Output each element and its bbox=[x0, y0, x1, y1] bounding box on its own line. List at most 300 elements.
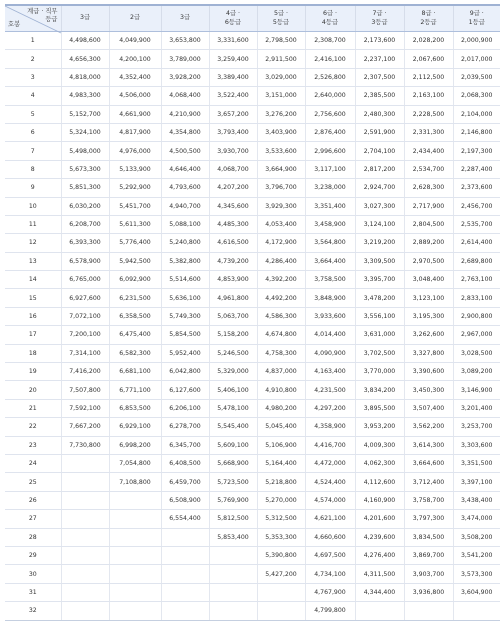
salary-cell: 4,739,200 bbox=[209, 252, 257, 270]
salary-cell: 6,092,900 bbox=[109, 271, 161, 289]
salary-cell bbox=[61, 473, 109, 491]
salary-cell: 6,853,500 bbox=[109, 399, 161, 417]
table-row bbox=[5, 528, 500, 546]
salary-cell: 2,308,700 bbox=[305, 32, 355, 50]
salary-cell: 3,903,700 bbox=[404, 565, 453, 583]
step-number-cell: 11 bbox=[5, 215, 61, 233]
step-number-cell: 18 bbox=[5, 344, 61, 362]
salary-cell: 3,614,300 bbox=[404, 436, 453, 454]
salary-cell: 4,758,300 bbox=[257, 344, 305, 362]
salary-cell: 3,309,500 bbox=[355, 252, 404, 270]
salary-cell: 3,929,300 bbox=[257, 197, 305, 215]
salary-cell: 4,976,000 bbox=[109, 142, 161, 160]
salary-cell bbox=[109, 602, 161, 620]
salary-cell: 4,311,500 bbox=[355, 565, 404, 583]
step-number-cell: 23 bbox=[5, 436, 61, 454]
salary-cell bbox=[61, 454, 109, 472]
table-row bbox=[5, 68, 500, 86]
salary-cell: 3,124,100 bbox=[355, 215, 404, 233]
salary-cell: 5,812,500 bbox=[209, 510, 257, 528]
salary-cell bbox=[61, 528, 109, 546]
table-row bbox=[5, 271, 500, 289]
salary-cell: 3,474,000 bbox=[453, 510, 500, 528]
salary-cell bbox=[209, 583, 257, 601]
salary-cell: 2,817,200 bbox=[355, 160, 404, 178]
salary-table bbox=[5, 4, 500, 621]
step-number-cell: 31 bbox=[5, 583, 61, 601]
salary-cell: 5,427,200 bbox=[257, 565, 305, 583]
salary-cell: 3,478,200 bbox=[355, 289, 404, 307]
salary-cell: 3,522,400 bbox=[209, 87, 257, 105]
salary-cell bbox=[453, 602, 500, 620]
table-row bbox=[5, 454, 500, 472]
salary-cell: 3,438,400 bbox=[453, 491, 500, 509]
salary-cell: 3,123,100 bbox=[404, 289, 453, 307]
table-row bbox=[5, 197, 500, 215]
table-row bbox=[5, 215, 500, 233]
salary-cell: 3,195,300 bbox=[404, 307, 453, 325]
salary-cell: 3,834,200 bbox=[355, 381, 404, 399]
step-number-cell: 21 bbox=[5, 399, 61, 417]
salary-cell: 4,799,800 bbox=[305, 602, 355, 620]
salary-cell: 3,562,200 bbox=[404, 418, 453, 436]
salary-cell: 6,771,100 bbox=[109, 381, 161, 399]
salary-cell: 2,373,600 bbox=[453, 179, 500, 197]
salary-cell: 3,796,700 bbox=[257, 179, 305, 197]
salary-cell: 6,929,100 bbox=[109, 418, 161, 436]
table-row bbox=[5, 252, 500, 270]
salary-cell: 4,767,900 bbox=[305, 583, 355, 601]
salary-cell: 4,492,200 bbox=[257, 289, 305, 307]
salary-cell: 4,498,600 bbox=[61, 32, 109, 50]
salary-cell: 2,996,600 bbox=[305, 142, 355, 160]
salary-cell: 3,395,700 bbox=[355, 271, 404, 289]
salary-cell: 3,389,400 bbox=[209, 68, 257, 86]
salary-cell: 3,508,200 bbox=[453, 528, 500, 546]
salary-cell: 6,475,400 bbox=[109, 326, 161, 344]
salary-cell: 4,416,700 bbox=[305, 436, 355, 454]
salary-cell: 3,151,000 bbox=[257, 87, 305, 105]
salary-cell: 3,564,800 bbox=[305, 234, 355, 252]
salary-cell: 2,104,000 bbox=[453, 105, 500, 123]
salary-cell: 5,106,900 bbox=[257, 436, 305, 454]
salary-cell bbox=[109, 491, 161, 509]
salary-cell: 5,545,400 bbox=[209, 418, 257, 436]
salary-cell: 5,451,700 bbox=[109, 197, 161, 215]
salary-cell: 2,804,500 bbox=[404, 215, 453, 233]
salary-cell bbox=[109, 528, 161, 546]
salary-cell bbox=[109, 583, 161, 601]
salary-cell: 6,208,700 bbox=[61, 215, 109, 233]
salary-cell: 6,765,000 bbox=[61, 271, 109, 289]
table-row bbox=[5, 546, 500, 564]
salary-cell: 3,664,400 bbox=[305, 252, 355, 270]
salary-cell: 6,927,600 bbox=[61, 289, 109, 307]
salary-cell: 4,910,800 bbox=[257, 381, 305, 399]
grade-header: 6급 · 4등급 bbox=[305, 5, 355, 32]
salary-cell: 4,621,100 bbox=[305, 510, 355, 528]
salary-cell: 4,734,100 bbox=[305, 565, 355, 583]
table-row bbox=[5, 381, 500, 399]
salary-cell: 4,817,900 bbox=[109, 123, 161, 141]
salary-cell: 7,730,800 bbox=[61, 436, 109, 454]
salary-cell: 5,952,400 bbox=[161, 344, 209, 362]
salary-cell: 2,970,500 bbox=[404, 252, 453, 270]
salary-cell: 5,611,300 bbox=[109, 215, 161, 233]
salary-cell: 2,900,800 bbox=[453, 307, 500, 325]
salary-cell: 3,259,400 bbox=[209, 50, 257, 68]
salary-cell: 3,933,600 bbox=[305, 307, 355, 325]
salary-cell: 4,239,600 bbox=[355, 528, 404, 546]
salary-cell: 3,758,500 bbox=[305, 271, 355, 289]
table-row bbox=[5, 363, 500, 381]
salary-cell: 5,270,000 bbox=[257, 491, 305, 509]
table-row bbox=[5, 123, 500, 141]
salary-cell: 5,152,700 bbox=[61, 105, 109, 123]
salary-cell: 3,834,500 bbox=[404, 528, 453, 546]
salary-cell: 5,498,000 bbox=[61, 142, 109, 160]
salary-cell: 4,524,400 bbox=[305, 473, 355, 491]
salary-cell: 3,390,600 bbox=[404, 363, 453, 381]
salary-cell: 3,351,500 bbox=[453, 454, 500, 472]
table-row bbox=[5, 473, 500, 491]
salary-cell: 3,793,400 bbox=[209, 123, 257, 141]
salary-cell: 3,146,900 bbox=[453, 381, 500, 399]
step-number-cell: 3 bbox=[5, 68, 61, 86]
salary-cell: 5,668,900 bbox=[209, 454, 257, 472]
salary-cell: 4,014,400 bbox=[305, 326, 355, 344]
table-row bbox=[5, 399, 500, 417]
header-row bbox=[5, 5, 500, 32]
table-row bbox=[5, 326, 500, 344]
step-number-cell: 15 bbox=[5, 289, 61, 307]
step-number-cell: 19 bbox=[5, 363, 61, 381]
salary-cell: 5,292,900 bbox=[109, 179, 161, 197]
salary-cell: 6,582,300 bbox=[109, 344, 161, 362]
salary-cell bbox=[209, 565, 257, 583]
salary-cell: 3,303,600 bbox=[453, 436, 500, 454]
salary-cell: 5,324,100 bbox=[61, 123, 109, 141]
corner-step-label: 호봉 bbox=[8, 20, 21, 28]
salary-cell: 3,573,300 bbox=[453, 565, 500, 583]
table-row bbox=[5, 160, 500, 178]
corner-header-cell bbox=[5, 5, 61, 32]
salary-cell: 4,354,800 bbox=[161, 123, 209, 141]
table-row bbox=[5, 32, 500, 50]
salary-cell: 4,231,500 bbox=[305, 381, 355, 399]
step-number-cell: 6 bbox=[5, 123, 61, 141]
salary-cell: 3,797,300 bbox=[404, 510, 453, 528]
salary-cell: 2,307,500 bbox=[355, 68, 404, 86]
salary-cell: 7,592,100 bbox=[61, 399, 109, 417]
table-row bbox=[5, 436, 500, 454]
step-number-cell: 1 bbox=[5, 32, 61, 50]
salary-cell bbox=[61, 546, 109, 564]
step-number-cell: 29 bbox=[5, 546, 61, 564]
salary-cell: 5,478,100 bbox=[209, 399, 257, 417]
salary-cell: 4,646,400 bbox=[161, 160, 209, 178]
grade-header: 9급 · 1등급 bbox=[453, 5, 500, 32]
salary-cell: 5,851,300 bbox=[61, 179, 109, 197]
salary-cell: 2,434,400 bbox=[404, 142, 453, 160]
salary-cell: 4,656,300 bbox=[61, 50, 109, 68]
step-number-cell: 16 bbox=[5, 307, 61, 325]
salary-cell: 4,068,400 bbox=[161, 87, 209, 105]
salary-cell: 5,942,500 bbox=[109, 252, 161, 270]
salary-cell: 3,089,200 bbox=[453, 363, 500, 381]
salary-cell: 4,345,600 bbox=[209, 197, 257, 215]
salary-cell: 3,351,400 bbox=[305, 197, 355, 215]
salary-cell: 3,758,700 bbox=[404, 491, 453, 509]
salary-cell bbox=[109, 546, 161, 564]
salary-cell: 2,614,400 bbox=[453, 234, 500, 252]
salary-cell: 3,027,300 bbox=[355, 197, 404, 215]
salary-cell: 2,163,100 bbox=[404, 87, 453, 105]
salary-cell bbox=[404, 602, 453, 620]
salary-cell bbox=[257, 583, 305, 601]
salary-cell: 3,653,800 bbox=[161, 32, 209, 50]
table-row bbox=[5, 179, 500, 197]
salary-cell: 2,689,800 bbox=[453, 252, 500, 270]
salary-cell: 3,276,200 bbox=[257, 105, 305, 123]
salary-cell: 7,200,100 bbox=[61, 326, 109, 344]
salary-cell: 4,068,700 bbox=[209, 160, 257, 178]
salary-cell: 5,609,100 bbox=[209, 436, 257, 454]
step-number-cell: 13 bbox=[5, 252, 61, 270]
salary-cell bbox=[61, 565, 109, 583]
table-row bbox=[5, 50, 500, 68]
salary-cell bbox=[109, 565, 161, 583]
salary-cell: 2,911,500 bbox=[257, 50, 305, 68]
step-number-cell: 22 bbox=[5, 418, 61, 436]
salary-cell: 5,854,500 bbox=[161, 326, 209, 344]
salary-cell: 2,000,900 bbox=[453, 32, 500, 50]
salary-cell: 3,930,700 bbox=[209, 142, 257, 160]
salary-cell: 3,028,500 bbox=[453, 344, 500, 362]
table-row bbox=[5, 565, 500, 583]
salary-cell: 2,068,300 bbox=[453, 87, 500, 105]
step-number-cell: 27 bbox=[5, 510, 61, 528]
salary-cell bbox=[61, 491, 109, 509]
salary-cell bbox=[61, 602, 109, 620]
table-row bbox=[5, 583, 500, 601]
salary-cell: 2,717,900 bbox=[404, 197, 453, 215]
salary-cell: 4,853,900 bbox=[209, 271, 257, 289]
salary-cell: 6,358,500 bbox=[109, 307, 161, 325]
salary-cell: 3,219,200 bbox=[355, 234, 404, 252]
step-number-cell: 2 bbox=[5, 50, 61, 68]
salary-cell: 6,459,700 bbox=[161, 473, 209, 491]
salary-cell: 4,980,200 bbox=[257, 399, 305, 417]
salary-cell: 5,853,400 bbox=[209, 528, 257, 546]
salary-cell bbox=[161, 528, 209, 546]
salary-cell: 4,697,500 bbox=[305, 546, 355, 564]
salary-cell: 2,287,400 bbox=[453, 160, 500, 178]
salary-cell: 2,039,500 bbox=[453, 68, 500, 86]
salary-cell: 2,416,100 bbox=[305, 50, 355, 68]
table-row bbox=[5, 105, 500, 123]
salary-cell: 3,631,000 bbox=[355, 326, 404, 344]
grade-header: 7급 · 3등급 bbox=[355, 5, 404, 32]
step-number-cell: 24 bbox=[5, 454, 61, 472]
salary-cell: 3,238,000 bbox=[305, 179, 355, 197]
salary-cell: 6,345,700 bbox=[161, 436, 209, 454]
step-number-cell: 5 bbox=[5, 105, 61, 123]
salary-cell: 7,416,200 bbox=[61, 363, 109, 381]
step-number-cell: 25 bbox=[5, 473, 61, 491]
salary-cell: 2,480,300 bbox=[355, 105, 404, 123]
salary-cell: 4,506,000 bbox=[109, 87, 161, 105]
salary-cell bbox=[209, 602, 257, 620]
salary-cell: 4,485,300 bbox=[209, 215, 257, 233]
salary-cell: 6,231,500 bbox=[109, 289, 161, 307]
table-row bbox=[5, 142, 500, 160]
salary-cell: 4,661,900 bbox=[109, 105, 161, 123]
grade-header: 5급 · 5등급 bbox=[257, 5, 305, 32]
salary-cell: 3,458,900 bbox=[305, 215, 355, 233]
step-number-cell: 30 bbox=[5, 565, 61, 583]
step-number-cell: 17 bbox=[5, 326, 61, 344]
salary-cell: 5,769,900 bbox=[209, 491, 257, 509]
salary-cell: 5,329,000 bbox=[209, 363, 257, 381]
salary-cell bbox=[61, 583, 109, 601]
corner-grade-label: 계급 · 직무 등급 bbox=[27, 8, 58, 23]
salary-cell: 4,276,400 bbox=[355, 546, 404, 564]
salary-cell: 6,998,200 bbox=[109, 436, 161, 454]
salary-cell: 4,940,700 bbox=[161, 197, 209, 215]
salary-cell: 2,197,300 bbox=[453, 142, 500, 160]
salary-cell: 3,702,500 bbox=[355, 344, 404, 362]
salary-cell: 3,262,600 bbox=[404, 326, 453, 344]
salary-cell: 3,533,600 bbox=[257, 142, 305, 160]
salary-cell: 4,286,400 bbox=[257, 252, 305, 270]
salary-cell: 7,072,100 bbox=[61, 307, 109, 325]
salary-cell: 6,393,300 bbox=[61, 234, 109, 252]
salary-cell: 5,063,700 bbox=[209, 307, 257, 325]
table-row bbox=[5, 602, 500, 620]
grade-header: 3급 bbox=[161, 5, 209, 32]
salary-cell: 4,112,600 bbox=[355, 473, 404, 491]
salary-cell: 4,297,200 bbox=[305, 399, 355, 417]
salary-cell: 2,456,700 bbox=[453, 197, 500, 215]
salary-cell: 2,331,300 bbox=[404, 123, 453, 141]
salary-cell bbox=[161, 602, 209, 620]
salary-cell: 2,526,800 bbox=[305, 68, 355, 86]
step-number-cell: 26 bbox=[5, 491, 61, 509]
salary-cell: 6,508,900 bbox=[161, 491, 209, 509]
grade-header: 4급 · 6등급 bbox=[209, 5, 257, 32]
salary-cell: 4,574,000 bbox=[305, 491, 355, 509]
salary-cell: 3,936,800 bbox=[404, 583, 453, 601]
salary-cell: 3,029,000 bbox=[257, 68, 305, 86]
salary-cell: 5,406,100 bbox=[209, 381, 257, 399]
salary-cell: 2,112,500 bbox=[404, 68, 453, 86]
salary-cell: 4,207,200 bbox=[209, 179, 257, 197]
salary-cell: 5,088,100 bbox=[161, 215, 209, 233]
salary-cell: 3,664,900 bbox=[257, 160, 305, 178]
salary-cell: 4,163,400 bbox=[305, 363, 355, 381]
salary-cell: 5,749,300 bbox=[161, 307, 209, 325]
step-number-cell: 14 bbox=[5, 271, 61, 289]
step-number-cell: 32 bbox=[5, 602, 61, 620]
salary-cell: 2,876,400 bbox=[305, 123, 355, 141]
salary-cell: 2,756,600 bbox=[305, 105, 355, 123]
salary-cell: 2,889,200 bbox=[404, 234, 453, 252]
grade-header: 8급 · 2등급 bbox=[404, 5, 453, 32]
salary-cell: 6,681,100 bbox=[109, 363, 161, 381]
salary-cell: 5,158,200 bbox=[209, 326, 257, 344]
salary-cell: 4,352,400 bbox=[109, 68, 161, 86]
step-number-cell: 7 bbox=[5, 142, 61, 160]
table-row bbox=[5, 510, 500, 528]
salary-cell: 3,541,200 bbox=[453, 546, 500, 564]
salary-cell: 2,591,900 bbox=[355, 123, 404, 141]
salary-cell: 4,837,000 bbox=[257, 363, 305, 381]
salary-cell: 3,201,400 bbox=[453, 399, 500, 417]
grade-header: 3급 bbox=[61, 5, 109, 32]
step-number-cell: 9 bbox=[5, 179, 61, 197]
salary-cell: 3,331,600 bbox=[209, 32, 257, 50]
salary-cell: 4,472,000 bbox=[305, 454, 355, 472]
salary-cell: 4,358,900 bbox=[305, 418, 355, 436]
step-number-cell: 4 bbox=[5, 87, 61, 105]
salary-cell: 3,712,400 bbox=[404, 473, 453, 491]
salary-cell: 5,776,400 bbox=[109, 234, 161, 252]
salary-cell: 2,237,100 bbox=[355, 50, 404, 68]
salary-cell: 4,616,500 bbox=[209, 234, 257, 252]
salary-cell: 4,172,900 bbox=[257, 234, 305, 252]
salary-cell: 3,789,000 bbox=[161, 50, 209, 68]
salary-cell: 4,201,600 bbox=[355, 510, 404, 528]
salary-cell: 3,657,200 bbox=[209, 105, 257, 123]
salary-cell: 4,983,300 bbox=[61, 87, 109, 105]
salary-cell: 2,146,800 bbox=[453, 123, 500, 141]
salary-cell: 6,042,800 bbox=[161, 363, 209, 381]
salary-cell: 7,507,800 bbox=[61, 381, 109, 399]
salary-cell: 4,961,800 bbox=[209, 289, 257, 307]
salary-cell: 5,673,300 bbox=[61, 160, 109, 178]
salary-cell: 2,704,100 bbox=[355, 142, 404, 160]
salary-table-body bbox=[5, 32, 500, 621]
salary-cell: 2,763,100 bbox=[453, 271, 500, 289]
salary-cell: 4,500,500 bbox=[161, 142, 209, 160]
salary-cell: 4,210,900 bbox=[161, 105, 209, 123]
salary-cell: 2,535,700 bbox=[453, 215, 500, 233]
salary-cell: 3,507,400 bbox=[404, 399, 453, 417]
salary-cell: 5,312,500 bbox=[257, 510, 305, 528]
salary-cell: 3,253,700 bbox=[453, 418, 500, 436]
salary-cell: 3,664,600 bbox=[404, 454, 453, 472]
salary-cell: 2,833,100 bbox=[453, 289, 500, 307]
salary-cell: 6,127,600 bbox=[161, 381, 209, 399]
salary-cell: 4,392,200 bbox=[257, 271, 305, 289]
salary-cell: 2,017,000 bbox=[453, 50, 500, 68]
salary-cell: 5,164,400 bbox=[257, 454, 305, 472]
salary-cell: 5,390,800 bbox=[257, 546, 305, 564]
table-row bbox=[5, 418, 500, 436]
salary-cell: 2,640,000 bbox=[305, 87, 355, 105]
salary-cell: 4,586,300 bbox=[257, 307, 305, 325]
salary-cell: 2,385,500 bbox=[355, 87, 404, 105]
salary-cell bbox=[257, 602, 305, 620]
salary-cell: 3,848,900 bbox=[305, 289, 355, 307]
salary-cell: 2,067,600 bbox=[404, 50, 453, 68]
table-row bbox=[5, 234, 500, 252]
salary-cell: 5,723,500 bbox=[209, 473, 257, 491]
salary-cell: 3,895,500 bbox=[355, 399, 404, 417]
salary-cell bbox=[61, 510, 109, 528]
salary-cell: 5,636,100 bbox=[161, 289, 209, 307]
